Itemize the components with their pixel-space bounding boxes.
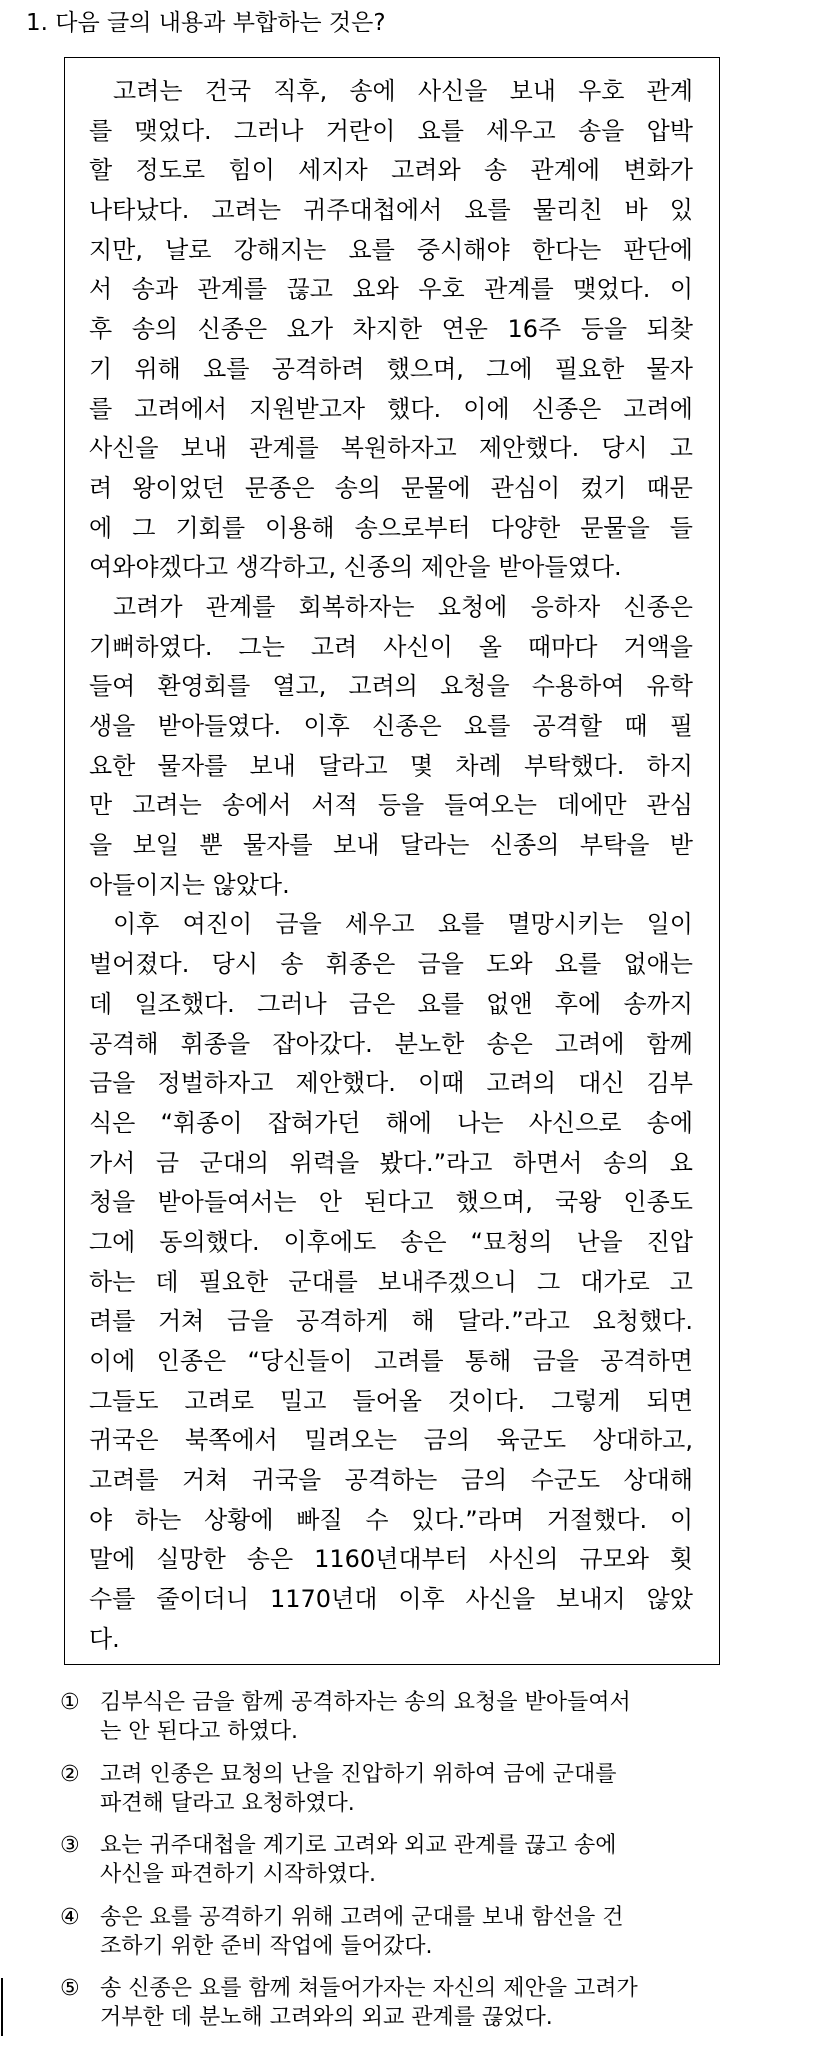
passage-text bbox=[89, 72, 693, 1660]
passage-line: 야 하는 상황에 빠질 수 있다.”라며 거절했다. 이 bbox=[89, 1505, 693, 1534]
passage-line: 을 보일 뿐 물자를 보내 달라는 신종의 부탁을 받 bbox=[89, 831, 693, 860]
passage-line: 고려는 건국 직후, 송에 사신을 보내 우호 관계 bbox=[113, 77, 693, 105]
passage-line: 생을 받아들였다. 이후 신종은 요를 공격할 때 필 bbox=[89, 712, 693, 740]
option-number: ④ bbox=[60, 1904, 80, 1930]
option-number: ① bbox=[60, 1690, 80, 1715]
passage-line: 그들도 고려로 밀고 들어올 것이다. 그렇게 되면 bbox=[89, 1386, 693, 1415]
passage-line: 할 정도로 힘이 세지자 고려와 송 관계에 변화가 bbox=[89, 156, 693, 185]
option-line: 는 안 된다고 하였다. bbox=[100, 1719, 298, 1744]
passage-line: 공격해 휘종을 잡아갔다. 분노한 송은 고려에 함께 bbox=[89, 1029, 693, 1058]
option-text bbox=[100, 1974, 780, 2046]
passage-line: 이후 여진이 금을 세우고 요를 멸망시키는 일이 bbox=[113, 910, 693, 939]
option-line: 요는 귀주대첩을 계기로 고려와 외교 관계를 끊고 송에 bbox=[100, 1833, 617, 1858]
passage-line: 려를 거쳐 금을 공격하게 해 달라.”라고 요청했다. bbox=[89, 1307, 693, 1336]
passage-line: 다. bbox=[89, 1624, 120, 1653]
option-number: ② bbox=[60, 1761, 80, 1787]
margin-bar bbox=[1, 1978, 3, 2036]
option-line: 김부식은 금을 함께 공격하자는 송의 요청을 받아들여서 bbox=[100, 1690, 631, 1715]
option-line: 사신을 파견하기 시작하였다. bbox=[100, 1862, 377, 1887]
answer-option-1[interactable] bbox=[60, 1688, 780, 1760]
passage-line: 후 송의 신종은 요가 차지한 연운 16주 등을 되찾 bbox=[89, 315, 693, 344]
passage-line: 말에 실망한 송은 1160년대부터 사신의 규모와 횟 bbox=[89, 1545, 693, 1574]
option-line: 송 신종은 요를 함께 쳐들어가자는 자신의 제안을 고려가 bbox=[100, 1976, 638, 2001]
passage-line: 그에 동의했다. 이후에도 송은 “묘청의 난을 진압 bbox=[89, 1227, 693, 1256]
option-text bbox=[100, 1903, 780, 1975]
option-text bbox=[100, 1831, 780, 1903]
option-text bbox=[100, 1760, 780, 1832]
passage-line: 고려가 관계를 회복하자는 요청에 응하자 신종은 bbox=[113, 592, 693, 621]
passage-line: 벌어졌다. 당시 송 휘종은 금을 도와 요를 없애는 bbox=[89, 950, 693, 979]
passage-line: 금을 정벌하자고 제안했다. 이때 고려의 대신 김부 bbox=[89, 1069, 693, 1098]
option-line: 조하기 위한 준비 작업에 들어갔다. bbox=[100, 1933, 433, 1959]
passage-line: 청을 받아들여서는 안 된다고 했으며, 국왕 인종도 bbox=[89, 1188, 693, 1217]
option-text bbox=[100, 1688, 780, 1760]
passage-line: 여와야겠다고 생각하고, 신종의 제안을 받아들였다. bbox=[89, 553, 622, 582]
option-number: ⑤ bbox=[60, 1976, 80, 2001]
option-line: 파견해 달라고 요청하였다. bbox=[100, 1790, 355, 1816]
answer-option-2[interactable] bbox=[60, 1760, 780, 1832]
passage-line: 데 일조했다. 그러나 금은 요를 없앤 후에 송까지 bbox=[89, 989, 693, 1018]
answer-option-4[interactable] bbox=[60, 1903, 780, 1975]
passage-line: 수를 줄이더니 1170년대 이후 사신을 보내지 않았 bbox=[89, 1585, 693, 1614]
passage-line: 들여 환영회를 열고, 고려의 요청을 수용하여 유학 bbox=[89, 672, 693, 701]
passage-line: 기뻐하였다. 그는 고려 사신이 올 때마다 거액을 bbox=[89, 632, 693, 661]
option-number: ③ bbox=[60, 1833, 80, 1858]
passage-line: 서 송과 관계를 끊고 요와 우호 관계를 맺었다. 이 bbox=[89, 275, 693, 304]
passage-line: 에 그 기회를 이용해 송으로부터 다양한 문물을 들 bbox=[89, 513, 693, 542]
passage-line: 요한 물자를 보내 달라고 몇 차례 부탁했다. 하지 bbox=[89, 751, 693, 780]
passage-line: 하는 데 필요한 군대를 보내주겠으니 그 대가로 고 bbox=[89, 1267, 693, 1296]
passage-line: 아들이지는 않았다. bbox=[89, 870, 290, 899]
passage-line: 만 고려는 송에서 서적 등을 들여오는 데에만 관심 bbox=[89, 791, 693, 820]
passage-line: 를 맺었다. 그러나 거란이 요를 세우고 송을 압박 bbox=[89, 116, 693, 145]
passage-line: 귀국은 북쪽에서 밀려오는 금의 육군도 상대하고, bbox=[89, 1426, 693, 1455]
passage-line: 고려를 거쳐 귀국을 공격하는 금의 수군도 상대해 bbox=[89, 1466, 693, 1495]
option-line: 거부한 데 분노해 고려와의 외교 관계를 끊었다. bbox=[100, 2005, 553, 2030]
option-line: 송은 요를 공격하기 위해 고려에 군대를 보내 함선을 건 bbox=[100, 1904, 624, 1930]
passage-line: 를 고려에서 지원받고자 했다. 이에 신종은 고려에 bbox=[89, 394, 693, 423]
answer-option-5[interactable] bbox=[60, 1974, 780, 2046]
passage-line: 이에 인종은 “당신들이 고려를 통해 금을 공격하면 bbox=[89, 1347, 693, 1375]
option-line: 고려 인종은 묘청의 난을 진압하기 위하여 금에 군대를 bbox=[100, 1761, 617, 1787]
answer-option-3[interactable] bbox=[60, 1831, 780, 1903]
passage-line: 식은 “휘종이 잡혀가던 해에 나는 사신으로 송에 bbox=[89, 1108, 693, 1137]
answer-options bbox=[60, 1688, 780, 2046]
passage-line: 지만, 날로 강해지는 요를 중시해야 한다는 판단에 bbox=[89, 235, 693, 264]
passage-box bbox=[64, 57, 720, 1665]
passage-line: 나타났다. 고려는 귀주대첩에서 요를 물리친 바 있 bbox=[89, 196, 693, 225]
passage-line: 기 위해 요를 공격하려 했으며, 그에 필요한 물자 bbox=[89, 354, 693, 383]
passage-line: 가서 금 군대의 위력을 봤다.”라고 하면서 송의 요 bbox=[89, 1148, 693, 1177]
passage-line: 려 왕이었던 문종은 송의 문물에 관심이 컸기 때문 bbox=[89, 473, 693, 502]
question-title: 1. 다음 글의 내용과 부합하는 것은? bbox=[26, 10, 386, 36]
passage-line: 사신을 보내 관계를 복원하자고 제안했다. 당시 고 bbox=[89, 434, 693, 463]
